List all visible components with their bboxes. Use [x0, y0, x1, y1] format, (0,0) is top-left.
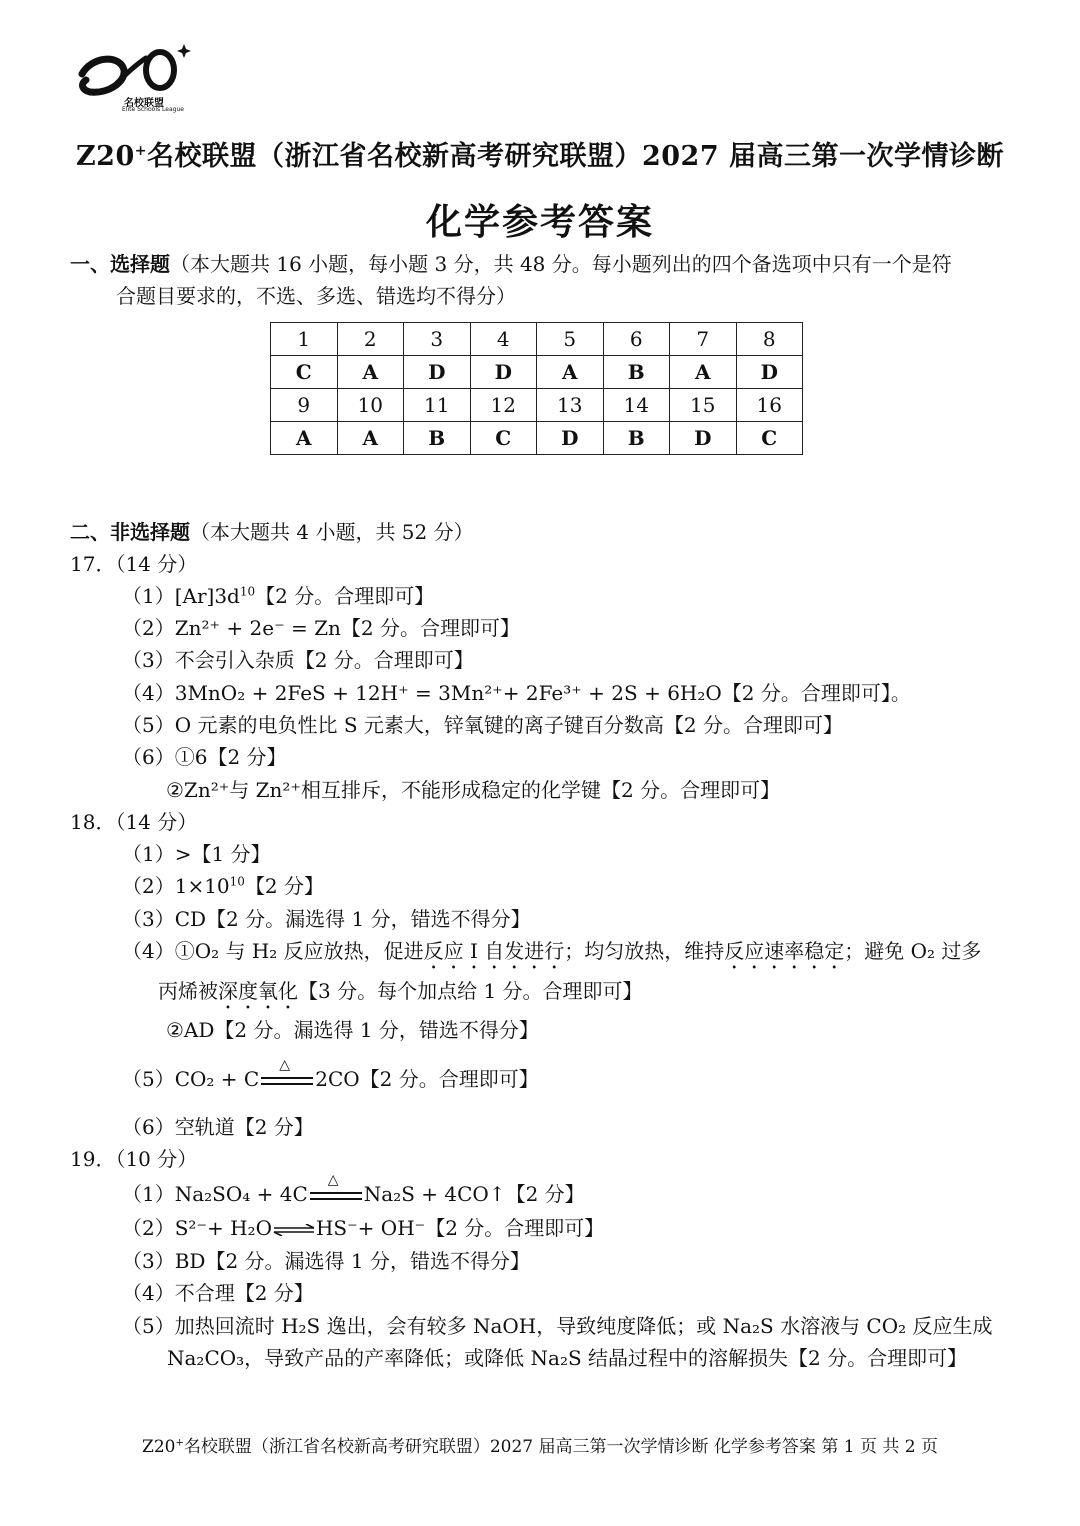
table-cell: 7	[670, 323, 737, 356]
table-cell: C	[736, 422, 803, 455]
table-cell: 2	[337, 323, 404, 356]
heat-condition: △	[279, 1056, 290, 1073]
section2-desc: （本大题共 4 小题，共 52 分）	[190, 520, 474, 544]
q17-a2: （2）Zn²⁺ + 2e⁻ = Zn【2 分。合理即可】	[122, 616, 520, 640]
q18-a4-t4: 丙烯被	[158, 979, 218, 1003]
logo-english: Elite Schools League	[122, 106, 184, 113]
table-cell: 9	[271, 389, 338, 422]
q18-head: 18．（14 分）	[70, 810, 198, 834]
table-cell: 5	[537, 323, 604, 356]
q19-a5-line1: （5）加热回流时 H₂S 逸出，会有较多 NaOH，导致纯度降低；或 Na₂S 水溶液与 CO₂ 反应生成	[122, 1314, 993, 1338]
q18-a6: （6）空轨道【2 分】	[122, 1115, 314, 1139]
q19-a1	[122, 1171, 585, 1210]
q18-a4-line2	[158, 977, 643, 1014]
title-rest: 名校联盟（浙江省名校新高考研究联盟）2027 届高三第一次学情诊断	[146, 141, 1005, 172]
footer-prefix: Z20	[142, 1437, 176, 1457]
table-cell: 16	[736, 389, 803, 422]
logo-name: 名校联盟	[124, 98, 164, 109]
double-line-icon	[308, 1190, 364, 1202]
q17-a4: （4）3MnO₂ + 2FeS + 12H⁺ = 3Mn²⁺+ 2Fe³⁺ + 2S + 6H₂O【2 分。合理即可】。	[122, 681, 911, 705]
q19-a2-post: HS⁻+ OH⁻【2 分。合理即可】	[315, 1216, 605, 1240]
table-cell: 6	[603, 323, 670, 356]
q17-a3: （3）不会引入杂质【2 分。合理即可】	[122, 648, 474, 672]
q18-a4-t2: ；均匀放热，维持	[564, 939, 725, 963]
q17-a1-pre: （1）[Ar]3d	[122, 584, 240, 608]
q19-a2-pre: （2）S²⁻+ H₂O	[122, 1216, 272, 1240]
footer-text: 名校联盟（浙江省名校新高考研究联盟）2027 届高三第一次学情诊断 化学参考答案 第 1 页 共 2 页	[183, 1437, 938, 1457]
q18-a4-key2: 反应速率稳定	[724, 939, 845, 963]
q19-a4: （4）不合理【2 分】	[122, 1281, 314, 1305]
equilibrium-arrow-icon	[272, 1216, 316, 1244]
table-row	[271, 389, 803, 422]
q18-a4-t3: ；避免 O₂ 过多	[844, 939, 982, 963]
table-cell: 8	[736, 323, 803, 356]
title-sup: +	[134, 143, 147, 159]
q17-a1-post: 【2 分。合理即可】	[255, 584, 435, 608]
q17-head: 17．（14 分）	[70, 552, 198, 576]
league-logo	[72, 36, 202, 114]
q18-a2-sup: 10	[229, 874, 245, 889]
equilibrium-arrow-svg	[272, 1224, 316, 1236]
table-cell: 15	[670, 389, 737, 422]
q18-a5-pre: （5）CO₂ + C	[122, 1067, 260, 1091]
table-row	[271, 323, 803, 356]
heat-condition: △	[327, 1171, 339, 1188]
table-cell: B	[603, 356, 670, 389]
q19-a1-pre: （1）Na₂SO₄ + 4C	[122, 1182, 308, 1206]
table-cell: 11	[404, 389, 471, 422]
q17-a6-1: （6）①6【2 分】	[122, 745, 287, 769]
table-cell: B	[603, 422, 670, 455]
page-footer	[0, 1432, 1080, 1457]
q19-a5-line2: Na₂CO₃，导致产品的产率降低；或降低 Na₂S 结晶过程中的溶解损失【2 分。合理即可】	[167, 1346, 968, 1370]
q19-a1-post: Na₂S + 4CO↑【2 分】	[363, 1182, 585, 1206]
q18-a4-t1: （4）①O₂ 与 H₂ 反应放热，促进	[122, 939, 424, 963]
table-cell: 1	[271, 323, 338, 356]
section1-desc1: （本大题共 16 小题，每小题 3 分，共 48 分。每小题列出的四个备选项中只有一个是符	[170, 252, 952, 276]
page-title	[0, 134, 1080, 173]
q18-a3: （3）CD【2 分。漏选得 1 分，错选不得分】	[122, 907, 531, 931]
table-cell: 4	[470, 323, 537, 356]
table-cell: D	[670, 422, 737, 455]
table-cell: A	[271, 422, 338, 455]
table-cell: 3	[404, 323, 471, 356]
table-cell: A	[337, 422, 404, 455]
table-row	[271, 356, 803, 389]
table-cell: A	[337, 356, 404, 389]
double-line-icon	[259, 1075, 315, 1087]
q17-a1-sup: 10	[239, 584, 256, 599]
table-row	[271, 422, 803, 455]
answer-table	[270, 322, 803, 455]
q18-a4-key3: 深度氧化	[218, 979, 298, 1003]
table-cell: 12	[470, 389, 537, 422]
title-prefix: Z20	[75, 141, 135, 172]
heat-equals-sign	[308, 1171, 364, 1210]
q17-a1	[122, 582, 434, 610]
table-cell: 10	[337, 389, 404, 422]
q19-head: 19．（10 分）	[70, 1147, 198, 1171]
page-subtitle: 化学参考答案	[425, 201, 654, 243]
q19-a2	[122, 1214, 604, 1244]
section2-line	[70, 518, 474, 546]
q18-a4-t5: 【3 分。每个加点给 1 分。合理即可】	[298, 979, 643, 1003]
q18-a1: （1）>【1 分】	[122, 842, 271, 866]
table-cell: D	[736, 356, 803, 389]
section1-line1	[70, 250, 952, 278]
section1-heading: 一、选择题	[70, 252, 170, 276]
heat-equals-sign	[259, 1056, 315, 1095]
q18-a4-line1	[122, 937, 981, 974]
q18-a2-post: 【2 分】	[244, 874, 325, 898]
q18-a4-2: ②AD【2 分。漏选得 1 分，错选不得分】	[166, 1018, 539, 1042]
section1-desc2: 合题目要求的，不选、多选、错选均不得分）	[116, 284, 516, 308]
table-cell: C	[271, 356, 338, 389]
table-cell: D	[470, 356, 537, 389]
table-cell: A	[670, 356, 737, 389]
footer-sup: +	[175, 1437, 184, 1449]
table-cell: B	[404, 422, 471, 455]
q18-a5	[122, 1056, 539, 1095]
table-cell: A	[537, 356, 604, 389]
q18-a2	[122, 872, 324, 900]
table-cell: D	[404, 356, 471, 389]
table-cell: 14	[603, 389, 670, 422]
q17-a6-2: ②Zn²⁺与 Zn²⁺相互排斥，不能形成稳定的化学键【2 分。合理即可】	[166, 778, 781, 802]
q19-a3: （3）BD【2 分。漏选得 1 分，错选不得分】	[122, 1249, 530, 1273]
table-cell: C	[470, 422, 537, 455]
q18-a4-key1: 反应 I 自发进行	[423, 939, 565, 963]
table-cell: 13	[537, 389, 604, 422]
q18-a2-pre: （2）1×10	[122, 874, 230, 898]
q17-a5: （5）O 元素的电负性比 S 元素大，锌氧键的离子键百分数高【2 分。合理即可】	[122, 713, 843, 737]
q18-a5-post: 2CO【2 分。合理即可】	[315, 1067, 539, 1091]
section2-heading: 二、非选择题	[70, 520, 190, 544]
table-cell: D	[537, 422, 604, 455]
